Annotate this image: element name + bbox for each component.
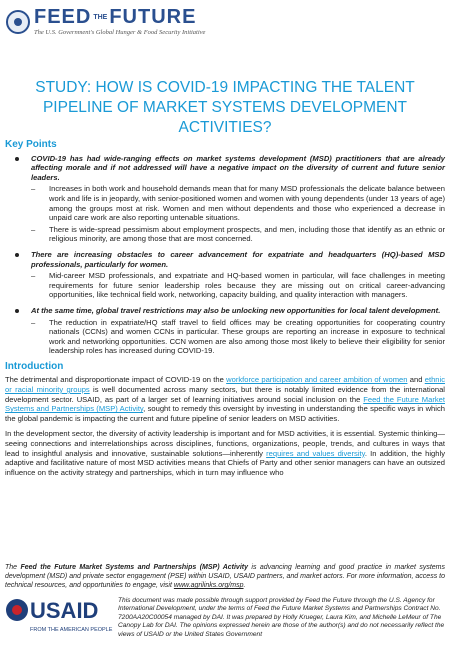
logo-mid: THE xyxy=(93,13,108,21)
introduction-heading: Introduction xyxy=(5,360,64,372)
intro-paragraph-1: The detrimental and disproportionate impact of COVID-19 on the workforce participation and career ambition of women and ethnic or racial minority groups is well documented across many sectors, but there is notably limited evidence from the international development sector. USAID, as part of a larger set of learning initiatives around social inclusion on the Feed the Future Market Systems and Partnerships (MSP) Activity, sought to remedy this oversight by investing in understanding the specific ways in which the global pandemic is impacting the current and future pipeline of senior leaders on MSD activities. xyxy=(5,375,445,423)
sub-point: – Increases in both work and household demands mean that for many MSD professionals the delicate balance between work and life is in jeopardy, with senior-positioned women and women with young dependents (under 13 years of age) among the groups most at risk. Women and men without dependents and those who experienced a decrease in unpaid care work are also reporting untenable situations. xyxy=(31,184,445,223)
page-title: STUDY: HOW IS COVID-19 IMPACTING THE TALENT PIPELINE OF MARKET SYSTEMS DEVELOPMENT ACTIVITIES? xyxy=(35,79,415,136)
bullet-icon xyxy=(15,309,19,313)
key-point-2: There are increasing obstacles to career advancement for expatriate and headquarters (HQ)-based MSD professionals, particularly for women. xyxy=(5,250,445,269)
seal-icon xyxy=(6,10,30,34)
key-points-heading: Key Points xyxy=(5,139,57,150)
link-msp-activity[interactable]: Feed the Future Market Systems and Partnerships (MSP) Activity xyxy=(5,394,445,414)
sub-point: – Mid-career MSD professionals, and expatriate and HQ-based women in particular, will face challenges in meeting requirements for future senior leadership roles because they are missing out on critical career-advancing opportunities, like technical field work, networking, capacity building, and quality interaction with managers. xyxy=(31,271,445,300)
logo-left: FEED xyxy=(34,6,92,28)
footer xyxy=(0,595,450,650)
link-workforce-participation[interactable]: workforce participation and career ambition of women xyxy=(226,375,408,385)
link-agrilinks[interactable]: www.agrilinks.org/msp xyxy=(173,582,244,589)
key-point-1: COVID-19 has had wide-ranging effects on market systems development (MSD) practitioners that are already affecting morale and if not addressed will have a negative impact on the diversity of current and future senior leaders. xyxy=(5,154,445,183)
usaid-tagline: FROM THE AMERICAN PEOPLE xyxy=(30,627,113,633)
intro-paragraph-2: In the development sector, the diversity of activity leadership is important and for MSD activities, it is essential. Systemic thinking—seeing connections and interrelationships across disciplines, functions, organizations, people, trends, and cultures in ways that lead to insightful analysis and innovative, sustainable solutions—inherently requires and values diversity. In addition, the highly adaptive and facilitative nature of most MSD activities means that Chiefs of Party and other senior managers can have an outsized influence on the activity strategy and partnerships, which in turn may influence who xyxy=(5,429,445,477)
bullet-icon xyxy=(15,157,19,161)
bullet-icon xyxy=(15,253,19,257)
disclaimer: This document was made possible through support provided by Feed the Future through the U.S. Agency for International Development, under the terms of Feed the Future Market Systems and Partnerships Contract No. 7200AA20C00054 managed by DAI. It was prepared by Holly Krueger, Laura Kim, and Michelle LeMeur of The Canopy Lab for DAI. The opinions expressed herein are those of the author(s) and do not necessarily reflect the views of USAID or the United States Government xyxy=(118,597,445,638)
sub-point: – There is wide-spread pessimism about employment prospects, and men, including those that identify as an ethnic or religious minority, are among those that are most concerned. xyxy=(31,224,445,244)
feed-the-future-logo xyxy=(34,6,205,46)
footer-note: The Feed the Future Market Systems and Partnerships (MSP) Activity is advancing learning and good practice in market systems development (MSD) and private sector engagement (PSE) within USAID, USAID partners, and market actors. For more information, access to technical resources, and opportunities to engage, visit www.agrilinks.org/msp. xyxy=(5,564,445,589)
logo-right: FUTURE xyxy=(109,6,197,28)
logo-tagline: The U.S. Government's Global Hunger & Food Security Initiative xyxy=(34,28,206,36)
header xyxy=(0,0,450,60)
main-content xyxy=(5,140,445,483)
usaid-name: USAID xyxy=(30,598,99,623)
link-minority-groups[interactable]: ethnic or racial minority groups xyxy=(5,375,445,395)
sub-point: – The reduction in expatriate/HQ staff travel to field offices may be creating opportunities for cooperating country nationals (CCNs) and women CCNs in particular. These groups are reporting an increase in exposure to technical work and networking opportunities. CCN women are also among those most likely to believe their eligibility for senior leadership roles has increased during COVID-19. xyxy=(31,317,445,356)
usaid-logo xyxy=(6,598,113,644)
usaid-seal-icon xyxy=(6,599,28,621)
key-point-3: At the same time, global travel restrictions may also be unlocking new opportunities for local talent development. xyxy=(5,306,445,316)
link-requires-diversity[interactable]: requires and values diversity xyxy=(266,448,365,458)
